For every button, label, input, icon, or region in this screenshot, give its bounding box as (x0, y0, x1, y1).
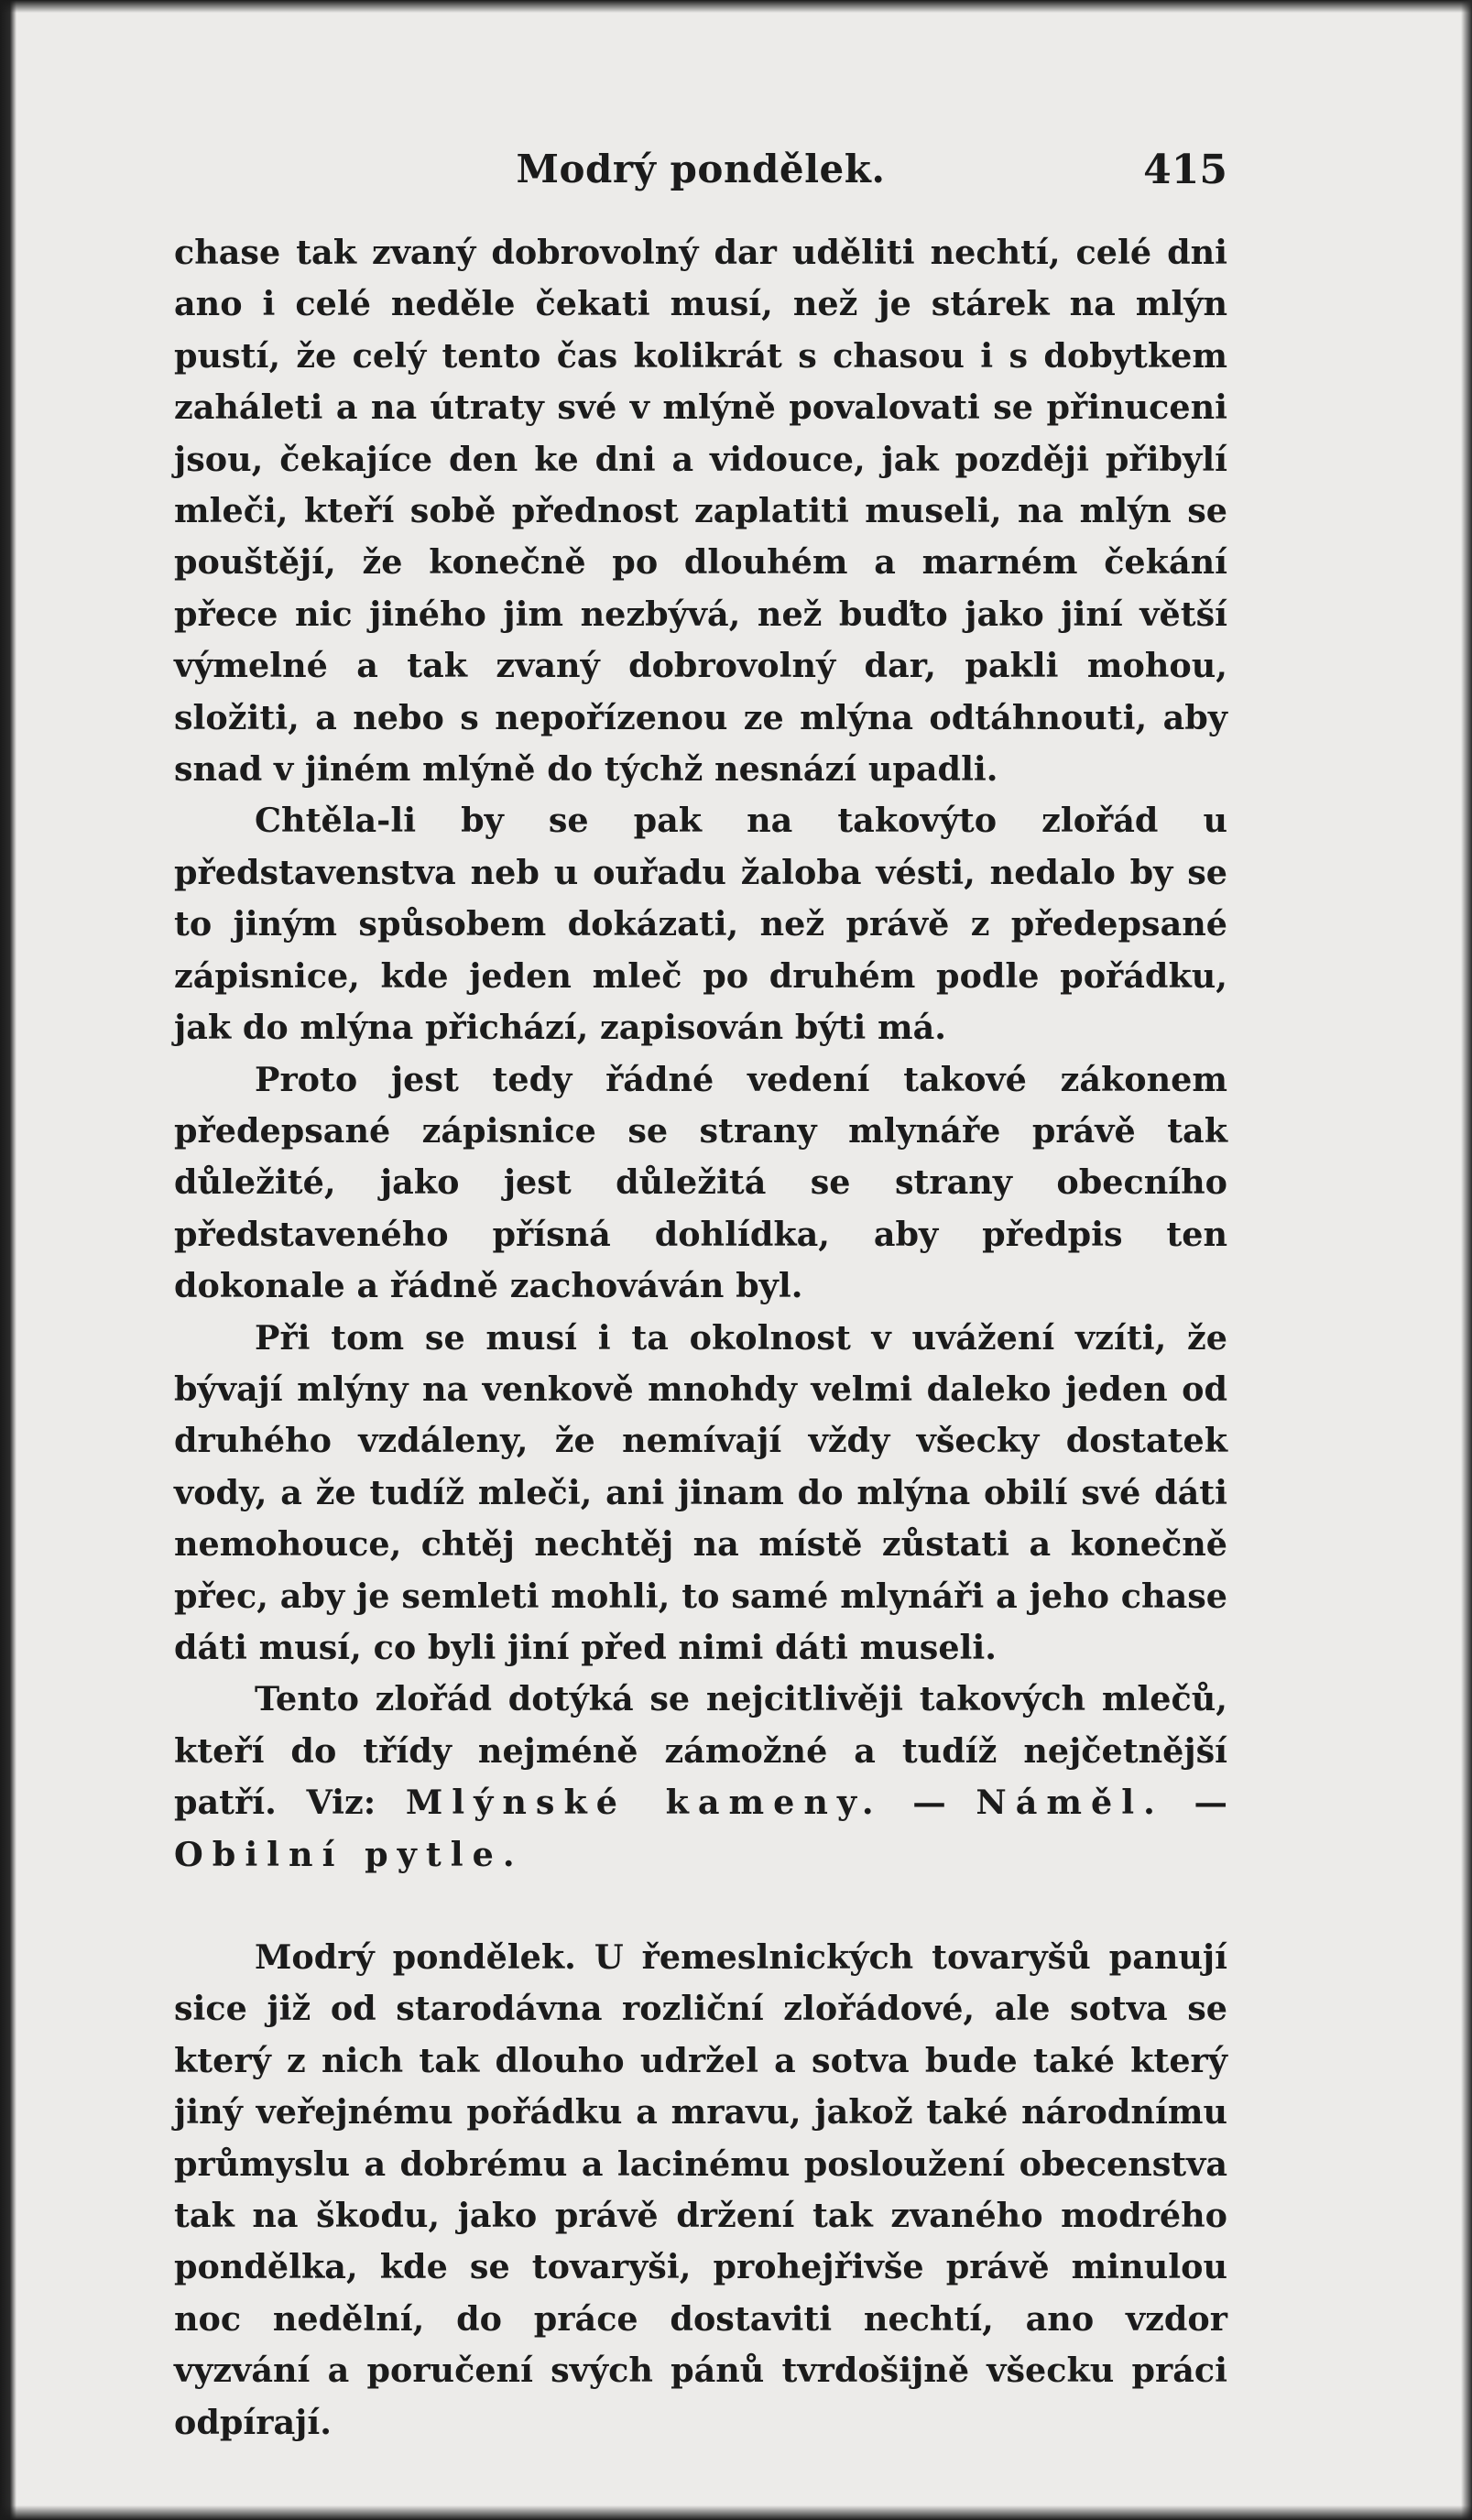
scan-edge-top (0, 0, 1472, 13)
paragraph-register: Proto jest tedy řádné vedení takové zákonem předepsané zápisnice se strany mlynáře právě tak důležité, jako jest důležitá se strany obecního představeného přísná dohlídka, aby předpis ten dokonale a řádně zachováván byl. (174, 1059, 1227, 1306)
crossref-namel: Náměl. (976, 1783, 1164, 1823)
scan-edge-bottom (0, 2505, 1472, 2520)
crossref-dash-1: — (912, 1783, 946, 1823)
entry-modry-pondelek (174, 1932, 1227, 2449)
paragraph-distance: Při tom se musí i ta okolnost v uvážení vzíti, že bývají mlýny na venkově mnohdy velmi daleko jeden od druhého vzdáleny, že nemívají vždy všecky dostatek vody, a že tudíž mleči, ani jinam do mlýna obilí své dáti nemohouce, chtěj nechtěj na místě zůstati a konečně přec, aby je semleti mohli, to samé mlynáři a jeho chase dáti musí, co byli jiní před nimi dáti museli. (174, 1317, 1227, 1667)
paragraph-complaint: Chtěla-li by se pak na takovýto zlořád u představenstva neb u ouřadu žaloba vésti, nedalo by se to jiným spůsobem dokázati, než právě z předepsané zápisnice, kde jeden mleč po druhém podle pořádku, jak do mlýna přichází, zapisován býti má. (174, 801, 1227, 1048)
entry-headword: Modrý pondělek. (255, 1937, 576, 1977)
page-header (174, 147, 1227, 202)
scan-edge-left (0, 0, 16, 2520)
crossref-dash-2: — (1194, 1783, 1227, 1823)
page-number: 415 (1143, 147, 1227, 193)
entry-text: U řemeslnických tovaryšů panují sice již od starodávna rozliční zlořádové, ale sotva se který z nich tak dlouho udržel a sotva bude také který jiný veřejnému pořádku a mravu, jakož také národnímu průmyslu a dobrému a lacinému posloužení obecenstva tak na škodu, jako právě držení tak zvaného modrého pondělka, kde se tovaryši, prohejřivše právě minulou noc nedělní, do práce dostaviti nechtí, ano vzdor vyzvání a poručení svých pánů tvrdošijně všecku práci odpírají. (174, 1937, 1227, 2442)
crossref-text: Tento zlořád dotýká se nejcitlivěji takových mlečů, kteří do třídy nejméně zámožné a tudíž nejčetnější patří. (174, 1679, 1227, 1823)
scan-edge-right (1461, 0, 1472, 2520)
page-body (174, 227, 1227, 2449)
crossref-grain-sacks: Obilní pytle. (174, 1834, 524, 1874)
paragraph-continuation: chase tak zvaný dobrovolný dar uděliti nechtí, celé dni ano i celé neděle čekati musí, než je stárek na mlýn pustí, že celý tento čas kolikrát s chasou i s dobytkem zaháleti a na útraty své v mlýně povalovati se přinuceni jsou, čekajíce den ke dni a vidouce, jak později přibylí mleči, kteří sobě přednost zaplatiti museli, na mlýn se pouštějí, že konečně po dlouhém a marném čekání přece nic jiného jim nezbývá, než buďto jako jiní větší výmelné a tak zvaný dobrovolný dar, pakli mohou, složiti, a nebo s nepořízenou ze mlýna odtáhnouti, aby snad v jiném mlýně do týchž nesnází upadli. (174, 233, 1227, 790)
paragraph-crossref (174, 1674, 1227, 1881)
running-title: Modrý pondělek. (516, 147, 886, 191)
crossref-millstones: Mlýnské kameny. (405, 1783, 883, 1823)
crossref-viz: Viz: (306, 1783, 376, 1823)
